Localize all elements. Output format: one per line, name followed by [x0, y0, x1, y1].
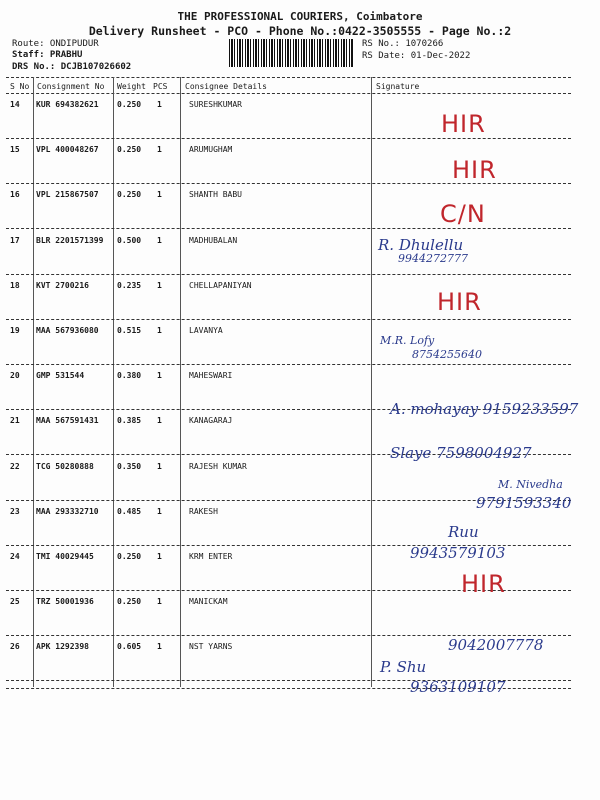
rs-date: RS Date: 01-Dec-2022 — [362, 51, 471, 61]
signature-phone: 9042007778 — [448, 636, 544, 654]
rs-number: RS No.: 1070266 — [362, 39, 444, 49]
cell-sno: 21 — [10, 416, 20, 426]
signature-handwritten: A. mohayay 9159233597 — [390, 400, 579, 418]
cell-consignee: CHELLAPANIYAN — [189, 280, 252, 290]
cell-consignee: MANICKAM — [189, 597, 228, 607]
cell-sno: 15 — [10, 145, 20, 155]
cell-pcs: 1 — [157, 100, 162, 109]
cell-consignment: VPL 400048267 — [36, 145, 99, 155]
cell-consignee: KANAGARAJ — [189, 416, 233, 426]
cell-consignment: BLR 2201571399 — [36, 235, 104, 245]
row-rule — [6, 274, 571, 275]
cell-pcs: 1 — [157, 642, 162, 652]
signature-phone: 9363109107 — [410, 678, 506, 696]
cell-sno: 23 — [10, 506, 20, 516]
cell-consignment: TMI 40029445 — [36, 552, 94, 561]
signature-hir: HIR — [452, 156, 497, 184]
cell-consignment: VPL 215867507 — [36, 190, 99, 200]
col-divider — [33, 77, 34, 687]
col-header-consignee: Consignee Details — [185, 82, 267, 91]
cell-consignment: MAA 293332710 — [36, 506, 99, 516]
cell-consignee: NST YARNS — [189, 642, 233, 652]
cell-pcs: 1 — [157, 552, 162, 561]
cell-pcs: 1 — [157, 145, 162, 155]
signature-handwritten: M.R. Lofy — [380, 334, 435, 347]
signature-phone: 9943579103 — [410, 544, 506, 562]
cell-pcs: 1 — [157, 597, 162, 607]
signature-phone: 8754255640 — [412, 348, 482, 361]
cell-consignee: SHANTH BABU — [189, 190, 242, 200]
signature-handwritten: R. Dhulellu — [378, 236, 464, 254]
cell-sno: 18 — [10, 280, 20, 290]
signature-handwritten: Slaye 7598004927 — [390, 444, 532, 462]
cell-sno: 14 — [10, 100, 20, 109]
signature-hir: HIR — [461, 570, 506, 598]
row-rule — [6, 228, 571, 229]
cell-pcs: 1 — [157, 371, 162, 381]
cell-consignee: LAVANYA — [189, 326, 223, 335]
col-header-pcs: PCS — [153, 82, 168, 91]
signature-handwritten: Ruu — [448, 523, 479, 541]
cell-weight: 0.250 — [117, 552, 142, 561]
col-header-consignment: Consignment No — [37, 82, 105, 91]
cell-sno: 20 — [10, 371, 20, 381]
signature-hir: HIR — [441, 110, 486, 138]
cell-weight: 0.515 — [117, 326, 142, 335]
col-divider — [371, 77, 372, 687]
cell-pcs: 1 — [157, 280, 162, 290]
cell-weight: 0.605 — [117, 642, 142, 652]
col-header-signature: Signature — [376, 82, 420, 91]
cell-sno: 24 — [10, 552, 20, 561]
cell-weight: 0.250 — [117, 145, 142, 155]
barcode — [229, 39, 354, 67]
cell-weight: 0.385 — [117, 416, 142, 426]
cell-consignee: KRM ENTER — [189, 552, 233, 561]
table-top-rule — [6, 77, 571, 78]
row-rule — [6, 364, 571, 365]
cell-pcs: 1 — [157, 416, 162, 426]
row-rule — [6, 138, 571, 139]
cell-consignee: RAKESH — [189, 506, 218, 516]
cell-consignment: MAA 567936080 — [36, 326, 99, 335]
col-divider — [180, 77, 181, 687]
cell-consignment: GMP 531544 — [36, 371, 85, 381]
cell-consignment: KUR 694382621 — [36, 100, 99, 109]
cell-consignment: APK 1292398 — [36, 642, 89, 652]
cell-weight: 0.500 — [117, 235, 142, 245]
col-header-weight: Weight — [117, 82, 146, 91]
route-label: Route: ONDIPUDUR — [12, 39, 99, 49]
cell-sno: 19 — [10, 326, 20, 335]
signature-handwritten: P. Shu — [380, 658, 427, 676]
cell-consignment: KVT 2700216 — [36, 280, 89, 290]
cell-pcs: 1 — [157, 190, 162, 200]
cell-sno: 25 — [10, 597, 20, 607]
cell-weight: 0.485 — [117, 506, 142, 516]
company-title: THE PROFESSIONAL COURIERS, Coimbatore — [177, 10, 423, 23]
cell-weight: 0.235 — [117, 280, 142, 290]
cell-sno: 26 — [10, 642, 20, 652]
cell-weight: 0.250 — [117, 190, 142, 200]
cell-weight: 0.350 — [117, 461, 142, 471]
drs-number: DRS No.: DCJB107026602 — [12, 62, 132, 72]
cell-pcs: 1 — [157, 461, 162, 471]
cell-consignee: RAJESH KUMAR — [189, 461, 247, 471]
cell-pcs: 1 — [157, 235, 162, 245]
cell-pcs: 1 — [157, 506, 162, 516]
cell-consignee: MADHUBALAN — [189, 235, 238, 245]
signature-hir: HIR — [437, 288, 482, 316]
cell-consignment: TRZ 50001936 — [36, 597, 94, 607]
col-header-sno: S No — [10, 82, 30, 91]
row-rule — [6, 319, 571, 320]
cell-consignee: MAHESWARI — [189, 371, 233, 381]
cell-weight: 0.380 — [117, 371, 142, 381]
runsheet-title: Delivery Runsheet - PCO - Phone No.:0422-3505555 - Page No.:2 — [88, 24, 512, 38]
cell-sno: 22 — [10, 461, 20, 471]
signature-handwritten: M. Nivedha — [498, 478, 563, 491]
header-rule — [6, 93, 571, 94]
cell-weight: 0.250 — [117, 100, 142, 109]
cell-consignment: MAA 567591431 — [36, 416, 99, 426]
signature-cn: C/N — [440, 200, 486, 228]
cell-pcs: 1 — [157, 326, 162, 335]
staff-label: Staff: PRABHU — [12, 50, 83, 60]
cell-sno: 16 — [10, 190, 20, 200]
signature-phone: 9944272777 — [398, 252, 468, 265]
cell-consignee: SURESHKUMAR — [189, 100, 242, 109]
cell-weight: 0.250 — [117, 597, 142, 607]
cell-consignee: ARUMUGHAM — [189, 145, 233, 155]
col-divider — [113, 77, 114, 687]
cell-sno: 17 — [10, 235, 20, 245]
signature-phone: 9791593340 — [476, 494, 572, 512]
cell-consignment: TCG 50280888 — [36, 461, 94, 471]
